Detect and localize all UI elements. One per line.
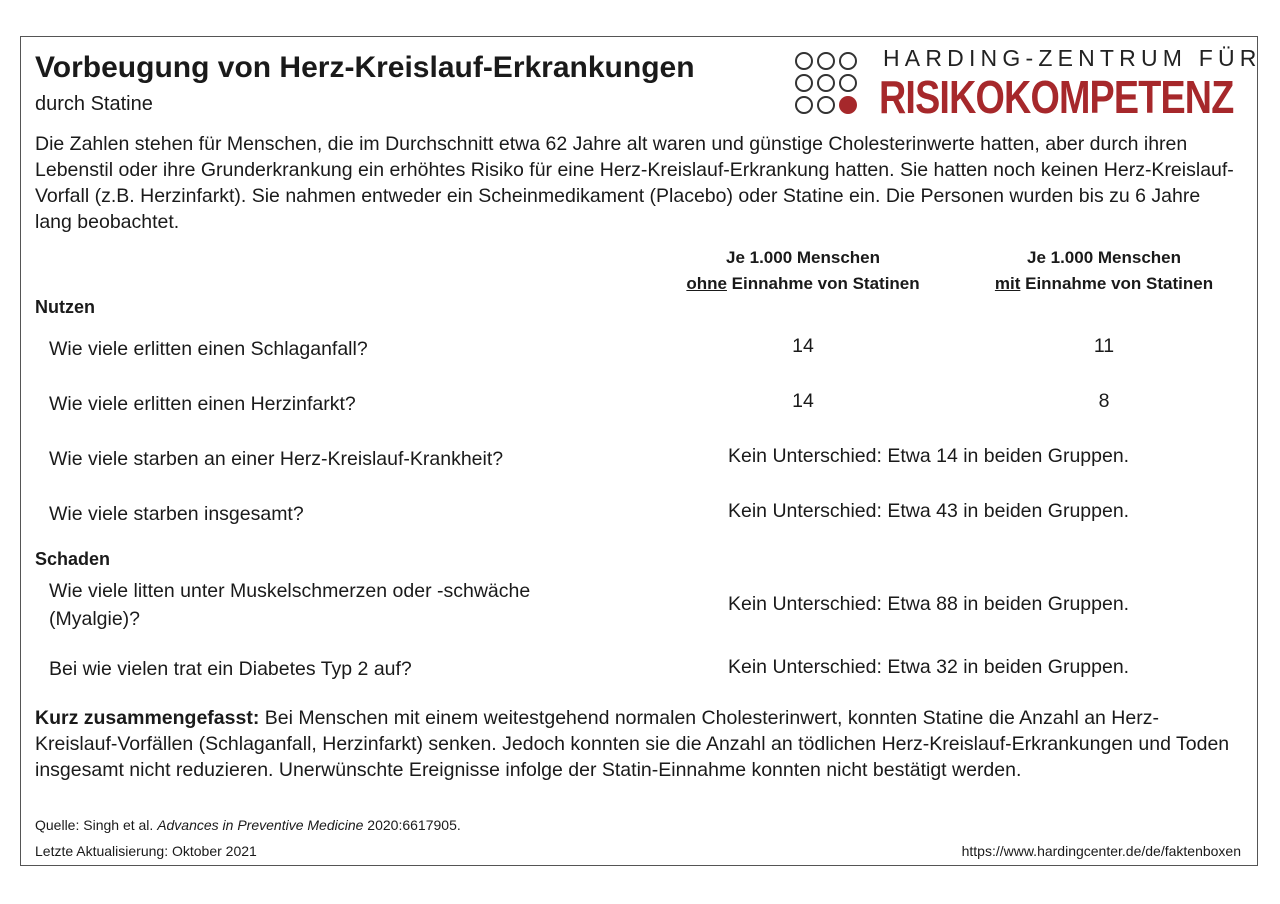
row-death-question: Wie viele starben insgesamt? xyxy=(49,503,304,525)
logo-line2: RISIKOKOMPETENZ xyxy=(879,71,1234,123)
page-subtitle: durch Statine xyxy=(35,93,153,115)
row-infarct-with: 8 xyxy=(1098,390,1110,412)
page-title: Vorbeugung von Herz-Kreislauf-Erkrankungen xyxy=(35,51,695,84)
column-header-with-emph: mit xyxy=(994,274,1021,293)
row-diabetes-question: Bei wie vielen trat ein Diabetes Typ 2 auf? xyxy=(49,658,412,680)
source-citation xyxy=(35,817,461,833)
source-journal: Advances in Preventive Medicine xyxy=(157,817,364,833)
row-cv-death-question: Wie viele starben an einer Herz-Kreislauf-Krankheit? xyxy=(49,448,504,470)
column-header-without xyxy=(653,245,953,297)
column-header-without-emph: ohne xyxy=(686,274,727,293)
row-infarct-without: 14 xyxy=(792,390,814,412)
website-link[interactable]: https://www.hardingcenter.de/de/faktenboxen xyxy=(961,843,1241,859)
last-updated: Letzte Aktualisierung: Oktober 2021 xyxy=(35,843,257,859)
row-stroke-with: 11 xyxy=(1093,335,1115,357)
row-infarct-question: Wie viele erlitten einen Herzinfarkt? xyxy=(49,393,356,415)
summary-label: Kurz zusammengefasst: xyxy=(35,707,260,729)
column-header-with-rest: Einnahme von Statinen xyxy=(1020,274,1214,293)
summary xyxy=(35,705,1235,783)
row-death-result: Kein Unterschied: Etwa 43 in beiden Gruppen. xyxy=(728,500,1130,522)
row-stroke-question: Wie viele erlitten einen Schlaganfall? xyxy=(49,338,368,360)
intro-text: Die Zahlen stehen für Menschen, die im Durchschnitt etwa 62 Jahre alt waren und günstige Cholesterinwerte hatten, aber durch ihren Lebenstil oder ihre Grunderkrankung ein erhöhtes Risiko für eine Herz-Kreislauf-Erkrankung hatten. Sie hatten noch keinen Herz-Kreislauf-Vorfall (z.B. Herzinfarkt). Sie nahmen entweder ein Scheinmedikament (Placebo) oder Statine ein. Die Personen wurden bis zu 6 Jahre lang beobachtet. xyxy=(35,133,1234,233)
row-stroke-without: 14 xyxy=(792,335,814,357)
factbox-frame xyxy=(20,36,1262,866)
row-cv-death-result: Kein Unterschied: Etwa 14 in beiden Gruppen. xyxy=(728,445,1130,467)
row-myalgia-result: Kein Unterschied: Etwa 88 in beiden Gruppen. xyxy=(728,593,1130,615)
row-myalgia-question-line1: Wie viele litten unter Muskelschmerzen oder -schwäche xyxy=(49,580,531,602)
column-header-without-rest: Einnahme von Statinen xyxy=(726,274,920,293)
section-harm: Schaden xyxy=(35,549,111,569)
logo-line1: HARDING-ZENTRUM FÜR xyxy=(883,45,1262,71)
row-diabetes-result: Kein Unterschied: Etwa 32 in beiden Gruppen. xyxy=(728,656,1130,678)
row-myalgia-question-line2: (Myalgie)? xyxy=(49,608,141,630)
section-benefit: Nutzen xyxy=(35,297,95,317)
source-suffix: 2020:6617905. xyxy=(363,817,461,833)
logo-dots-icon xyxy=(794,51,874,121)
column-header-with xyxy=(954,245,1254,297)
column-header-without-line1: Je 1.000 Menschen xyxy=(725,248,881,267)
column-header-with-line1: Je 1.000 Menschen xyxy=(1026,248,1182,267)
source-prefix: Quelle: Singh et al. xyxy=(35,817,158,833)
summary-text: Bei Menschen mit einem weitestgehend normalen Cholesterinwert, konnten Statine die Anzahl an Herz-Kreislauf-Vorfällen (Schlaganfall, Herzinfarkt) senken. Jedoch konnten sie die Anzahl an tödlichen Herz-Kreislauf-Erkrankungen und Toden insgesamt nicht reduzieren. Unerwünschte Ereignisse infolge der Statin-Einnahme konnten nicht bestätigt werden. xyxy=(35,707,1230,781)
